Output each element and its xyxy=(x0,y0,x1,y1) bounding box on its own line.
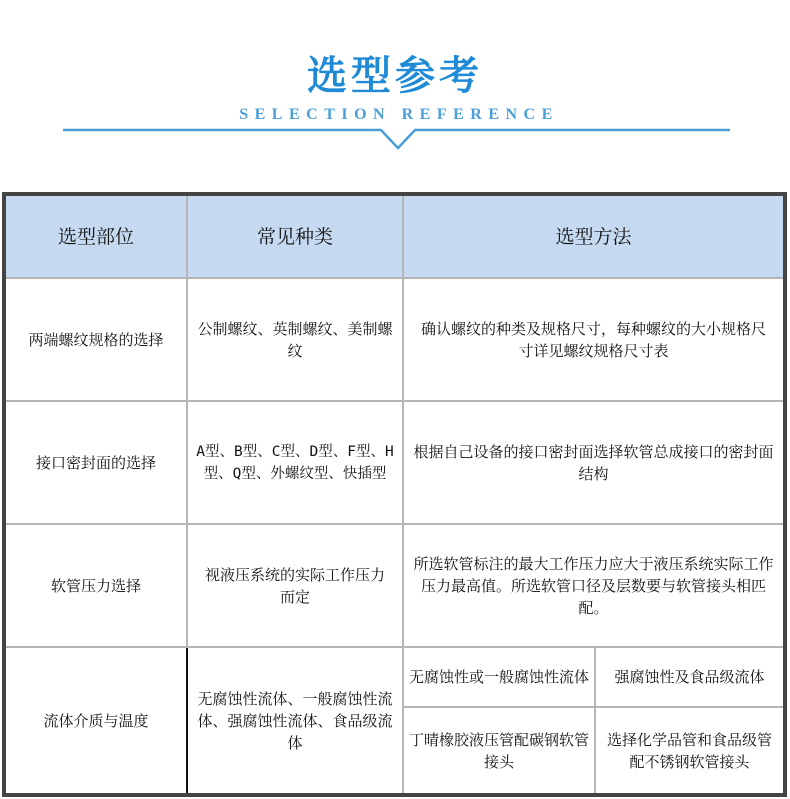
section-subtitle: SELECTION REFERENCE xyxy=(239,106,559,123)
table-cell-types xyxy=(188,279,402,400)
table-cell-method-bottom-right xyxy=(596,708,783,793)
selection-reference-table xyxy=(2,192,787,797)
column-header-label: 选型部位 xyxy=(57,225,134,248)
table-cell-part xyxy=(6,279,186,400)
cell-text: 所选软管标注的最大工作压力应大于液压系统实际工作压力最高值。所选软管口径及层数要与软管接头相匹配。 xyxy=(413,554,774,617)
row-divider xyxy=(404,706,783,708)
row-divider xyxy=(6,277,783,279)
column-header-method xyxy=(404,196,783,277)
row-divider xyxy=(6,646,783,648)
column-divider xyxy=(186,648,188,793)
table-cell-types xyxy=(188,402,402,523)
cell-text: 根据自己设备的接口密封面选择软管总成接口的密封面结构 xyxy=(413,442,774,483)
column-header-label: 选型方法 xyxy=(555,225,632,248)
cell-text: 确认螺纹的种类及规格尺寸，每种螺纹的大小规格尺寸详见螺纹规格尺寸表 xyxy=(420,319,766,360)
column-divider xyxy=(402,196,404,793)
cell-text: 两端螺纹规格的选择 xyxy=(28,330,164,349)
column-divider xyxy=(594,648,596,793)
table-cell-method xyxy=(404,279,783,400)
cell-text: A型、B型、C型、D型、F型、H型、Q型、外螺纹型、快插型 xyxy=(196,443,394,482)
column-divider xyxy=(186,196,188,646)
cell-text: 视液压系统的实际工作压力而定 xyxy=(204,565,385,606)
cell-text: 流体介质与温度 xyxy=(43,711,149,730)
table-cell-types xyxy=(188,648,402,793)
section-title: 选型参考 xyxy=(307,53,483,99)
divider-notch-line xyxy=(0,120,790,160)
table-cell-part xyxy=(6,648,186,793)
column-header-label: 常见种类 xyxy=(256,225,333,248)
table-cell-types xyxy=(188,525,402,646)
table-cell-method xyxy=(404,525,783,646)
column-header-part xyxy=(6,196,186,277)
cell-text: 强腐蚀性及食品级流体 xyxy=(614,668,765,686)
cell-text: 无腐蚀性流体、一般腐蚀性流体、强腐蚀性流体、食品级流体 xyxy=(197,689,393,752)
table-cell-part xyxy=(6,525,186,646)
table-cell-method-top-right xyxy=(596,648,783,706)
row-divider xyxy=(6,523,783,525)
table-cell-method-top-left xyxy=(404,648,594,706)
cell-text: 软管压力选择 xyxy=(50,576,141,595)
column-header-types xyxy=(188,196,402,277)
table-cell-part xyxy=(6,402,186,523)
cell-text: 接口密封面的选择 xyxy=(35,453,156,472)
cell-text: 公制螺纹、英制螺纹、美制螺纹 xyxy=(197,319,393,360)
cell-text: 选择化学品管和食品级管配不锈钢软管接头 xyxy=(606,730,772,771)
cell-text: 无腐蚀性或一般腐蚀性流体 xyxy=(408,668,589,686)
table-cell-method xyxy=(404,402,783,523)
cell-text: 丁晴橡胶液压管配碳钢软管接头 xyxy=(408,730,589,771)
table-cell-method-bottom-left xyxy=(404,708,594,793)
row-divider xyxy=(6,400,783,402)
